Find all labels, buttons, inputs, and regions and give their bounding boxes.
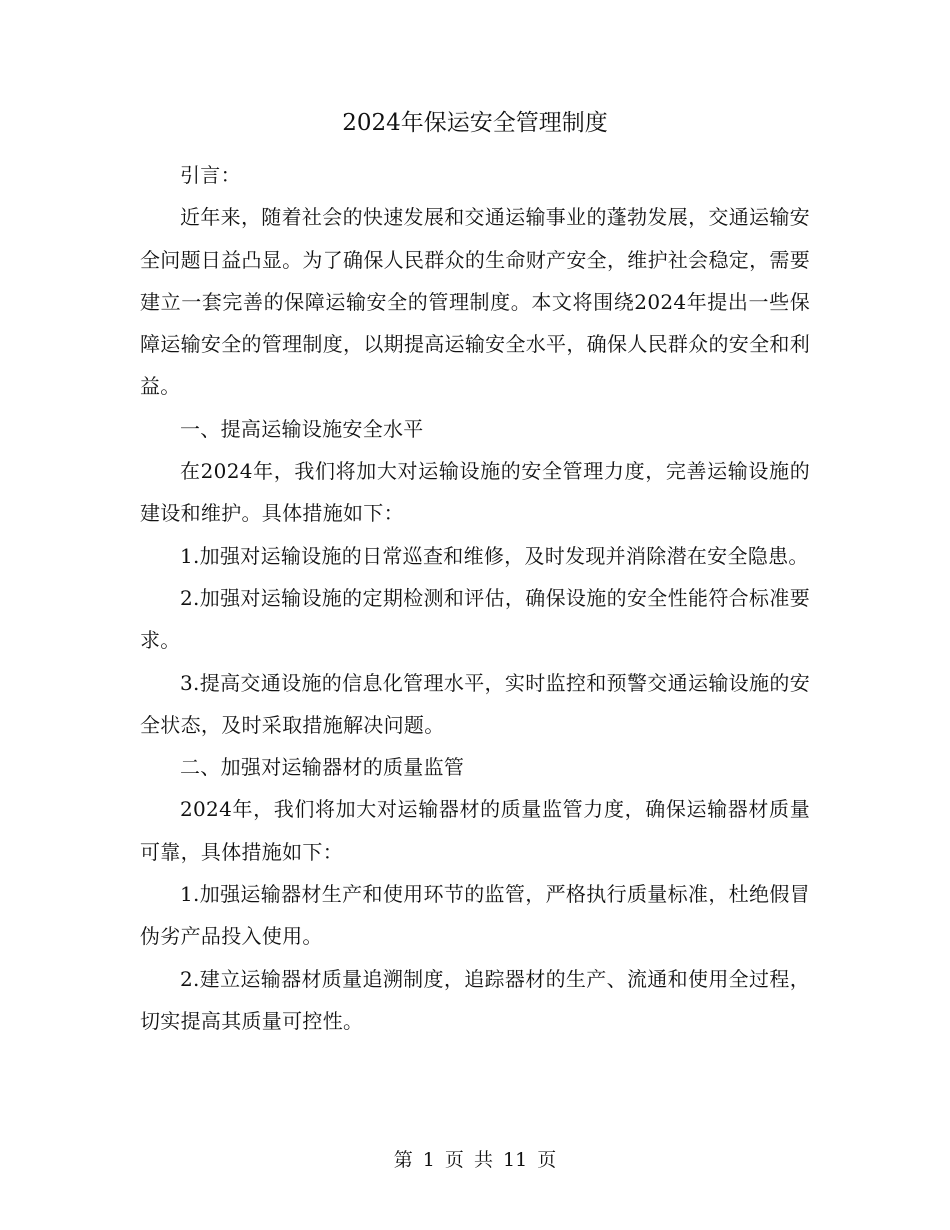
document-body xyxy=(140,104,810,1042)
document-title: 2024年保运安全管理制度 xyxy=(342,110,608,136)
paragraph-section-2-intro: 2024年，我们将加大对运输器材的质量监管力度，确保运输器材质量可靠，具体措施如下： xyxy=(140,797,810,864)
list-item-1-3: 3.提高交通设施的信息化管理水平，实时监控和预警交通运输设施的安全状态，及时采取措施解决问题。 xyxy=(140,670,810,737)
section-heading-1: 一、提高运输设施安全水平 xyxy=(180,416,424,441)
paragraph-section-1-intro: 在2024年，我们将加大对运输设施的安全管理力度，完善运输设施的建设和维护。具体措施如下： xyxy=(140,459,810,526)
page-indicator: 第 1 页 共 11 页 xyxy=(393,1149,557,1171)
paragraph-intro-label: 引言： xyxy=(180,163,241,187)
list-item-1-1: 1.加强对运输设施的日常巡查和维修，及时发现并消除潜在安全隐患。 xyxy=(180,543,809,568)
list-item-1-2: 2.加强对运输设施的定期检测和评估，确保设施的安全性能符合标准要求。 xyxy=(140,585,810,653)
list-item-2-2: 2.建立运输器材质量追溯制度，追踪器材的生产、流通和使用全过程，切实提高其质量可控性。 xyxy=(140,966,810,1033)
list-item-2-1: 1.加强运输器材生产和使用环节的监管，严格执行质量标准，杜绝假冒伪劣产品投入使用。 xyxy=(140,882,810,949)
section-heading-2: 二、加强对运输器材的质量监管 xyxy=(180,755,465,780)
paragraph-intro: 近年来，随着社会的快速发展和交通运输事业的蓬勃发展，交通运输安全问题日益凸显。为了确保人民群众的生命财产安全，维护社会稳定，需要建立一套完善的保障运输安全的管理制度。本文将围绕2024年提出一些保障运输安全的管理制度，以期提高运输安全水平，确保人民群众的安全和利益。 xyxy=(140,205,810,399)
